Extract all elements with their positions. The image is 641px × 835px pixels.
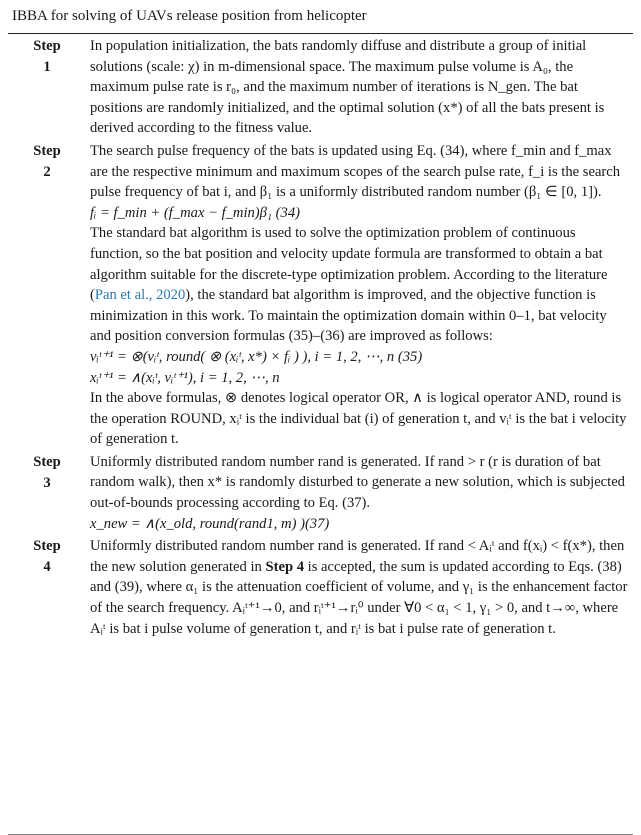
step-label-word: Step	[33, 38, 61, 54]
step-text	[90, 536, 631, 639]
step-label-number: 2	[43, 163, 51, 180]
step-text: Uniformly distributed random number rand is generated. If rand > r (r is duration of bat random walk), then x* is randomly disturbed to generate a new solution, which is subjected out-of-bounds processing according to Eq. (37).	[90, 453, 625, 512]
step-label-3	[8, 452, 86, 534]
step-label-word: Step	[33, 453, 61, 470]
step-text: The search pulse frequency of the bats is updated using Eq. (34), where f_min and f_max are the respective minimum and maximum scopes of the search pulse rate, f_i is the search pulse frequency of bat i, and β₁ is a uniformly distributed random number (β₁ ∈ [0, 1]).	[90, 142, 621, 201]
step-text-part: is accepted, the sum is updated according to Eqs. (38) and (39), where α₁ is the attenuation coefficient of volume, and γ₁ is the enhancement factor of the search frequency. Aᵢᵗ⁺¹→0, and rᵢᵗ⁺¹→rᵢ⁰ under ∀0 < α₁ < 1, γ₁ > 0, and t→∞, where Aᵢᵗ is bat i pulse volume of generation t, and rᵢᵗ is bat i pulse rate of generation t.	[90, 558, 628, 637]
step-label-word: Step	[33, 538, 61, 555]
step-row-1	[8, 34, 633, 139]
equation-35: vᵢᵗ⁺¹ = ⊗(vᵢᵗ, round( ⊗ (xᵢᵗ, x*) × fᵢ ) ), i = 1, 2, ⋯, n (35)	[90, 348, 423, 365]
step-text-continued	[90, 223, 631, 347]
step-label-number: 4	[43, 559, 51, 576]
step-label-word: Step	[33, 142, 61, 159]
table-title: IBBA for solving of UAVs release position from helicopter	[8, 0, 633, 34]
step-text: In population initialization, the bats randomly diffuse and distribute a group of initial solutions (scale: χ) in m-dimensional space. The maximum pulse volume is A₀, the maximum pulse rate is r₀, and the maximum number of iterations is N_gen. The bat positions are randomly initialized, and the optimal solution (x*) of all the bats present is derived according to the fitness value.	[90, 38, 605, 137]
steps-table	[8, 34, 633, 639]
step-body-1	[86, 36, 633, 139]
step-text-notes: In the above formulas, ⊗ denotes logical operator OR, ∧ is logical operator AND, round is the operation ROUND, xᵢᵗ is the individual bat (i) of generation t, and vᵢᵗ is the bat i velocity of generation t.	[90, 390, 627, 448]
step-label-number: 1	[43, 59, 51, 75]
step-text-part: ), the standard bat algorithm is improved, and the objective function is minimization in this work. To maintain the optimization domain within 0–1, bat velocity and position conversion formulas (35)–(36) are improved as follows:	[90, 287, 607, 345]
equation-37: x_new = ∧(x_old, round(rand1, m) )(37)	[90, 515, 330, 532]
equation-34: fᵢ = f_min + (f_max − f_min)β₁ (34)	[90, 204, 300, 221]
step-text-part: The standard bat algorithm is used to solve the optimization problem of continuous function, so the bat position and velocity update formula are transformed to obtain a bat algorithm suitable for the discrete-type optimization problem. According to the literature (	[90, 225, 608, 304]
equation-36: xᵢᵗ⁺¹ = ∧(xᵢᵗ, vᵢᵗ⁺¹), i = 1, 2, ⋯, n	[90, 369, 280, 386]
citation-link[interactable]: Pan et al., 2020	[94, 287, 186, 304]
step-text-part: Uniformly distributed random number rand is generated. If rand < Aᵢᵗ and f(xᵢ) < f(x*), then the new solution generated in	[90, 538, 625, 575]
step-label-number: 3	[43, 474, 51, 491]
step-body-4	[86, 536, 633, 639]
step-label-4	[8, 536, 86, 639]
step-row-3	[8, 450, 633, 534]
step-row-4	[8, 534, 633, 639]
step-body-3	[86, 452, 633, 534]
step-label-2	[8, 141, 86, 450]
step-label-1	[8, 36, 86, 139]
step-row-2	[8, 139, 633, 450]
step-reference: Step 4	[265, 558, 304, 575]
step-body-2	[86, 141, 633, 450]
